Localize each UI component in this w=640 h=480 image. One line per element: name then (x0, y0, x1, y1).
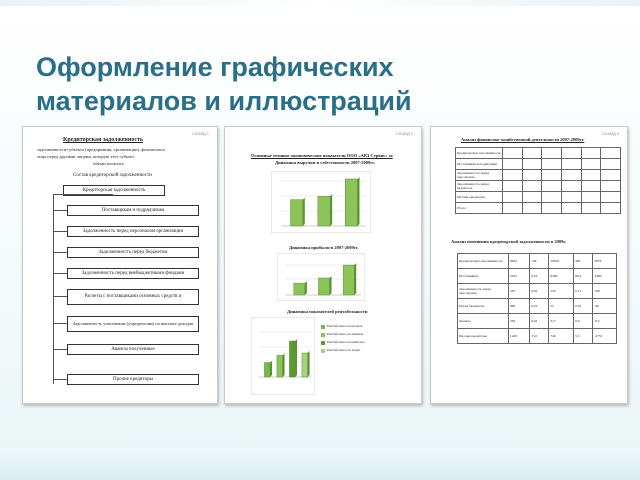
table-row (458, 254, 617, 269)
table-row-label: Прочие кредиторы (456, 192, 503, 203)
component-box: Задолженность перед бюджетом (67, 247, 199, 258)
page-heading: Анализ финансово-хозяйственной деятельности 2007-2009гг. (461, 137, 585, 142)
table-row (458, 329, 617, 344)
legend-swatch (321, 349, 325, 353)
legend-swatch (321, 325, 325, 329)
table-cell: 297 (509, 284, 530, 299)
chart-bar (318, 196, 330, 226)
table-cell (522, 159, 542, 170)
table-row-label: Задолженность перед бюджетом (456, 181, 503, 192)
table-cell: 8262 (509, 254, 530, 269)
root-box: Кредиторская задолженность (63, 185, 165, 196)
table-cell: 746 (549, 329, 574, 344)
table-cell: 0,02 (530, 314, 549, 329)
chart-bar (318, 278, 329, 295)
top-decoration (0, 0, 640, 6)
table-cell (561, 181, 581, 192)
page-heading: Кредиторская задолженность (63, 137, 144, 143)
slide-title (36, 50, 616, 118)
table-cell (581, 192, 601, 203)
table-cell: 300 (574, 254, 593, 269)
chart-bar (264, 363, 270, 377)
chart3-legend (321, 323, 413, 355)
table-cell: 0,11 (574, 284, 593, 299)
chart-bar-side (305, 281, 307, 295)
connector-branch (53, 273, 67, 274)
chart1-svg (271, 171, 371, 233)
table-cell (542, 170, 562, 181)
table-row-label: Задолженность перед персоналом (458, 284, 509, 299)
table-row-label: Задолженность перед персоналом (456, 170, 503, 181)
table-cell: 115 (593, 314, 617, 329)
component-box: Авансы полученные (67, 344, 199, 355)
legend-label: Рентабельность затрат (327, 348, 361, 352)
table-cell: 5,5 (574, 329, 593, 344)
table-row-label: Перед бюджетом (458, 299, 509, 314)
chart-bar (291, 200, 303, 226)
component-box: Задолженность перед внебюджетными фондами (67, 268, 199, 279)
chart-bar (345, 179, 357, 226)
chart-bar (294, 283, 305, 295)
table-cell: 52 (549, 299, 574, 314)
table-cell (522, 170, 542, 181)
table-cell (503, 159, 523, 170)
legend-label: Рентабельность капитала (327, 340, 365, 344)
connector-branch (53, 349, 67, 350)
table-cell (561, 170, 581, 181)
table-row (458, 284, 617, 299)
chart1-title: Динамика выручки и себестоимости 2007-2009гг. (275, 160, 375, 165)
table-row (456, 159, 621, 170)
table-row-label: Кредиторская задолженность (458, 254, 509, 269)
table-row-label: Поставщики и подрядчики (456, 159, 503, 170)
table-cell (561, 203, 581, 214)
document-page-1 (22, 126, 218, 404)
table-row-label: Итого (456, 203, 503, 214)
table-row (456, 181, 621, 192)
table-cell (542, 181, 562, 192)
component-box: Задолженность перед персоналом организации (67, 226, 199, 237)
table-cell (522, 181, 542, 192)
table-row (458, 269, 617, 284)
page-label: СЛАЙД 3 (602, 131, 619, 136)
table-cell: -60 (593, 299, 617, 314)
table-cell: 202 (509, 314, 530, 329)
table-cell: 6396 (549, 269, 574, 284)
table-cell: 15,0 (530, 329, 549, 344)
table-row (458, 314, 617, 329)
table-cell: 132 (549, 284, 574, 299)
table-cell: 890 (509, 299, 530, 314)
connector-branch (53, 296, 67, 297)
table-cell (581, 203, 601, 214)
table-row (456, 170, 621, 181)
table-cell: 136 (530, 254, 549, 269)
table-row (456, 148, 621, 159)
table-cell (601, 192, 621, 203)
chart-bar (302, 353, 308, 377)
table-cell: 1240 (509, 329, 530, 344)
table-cell: 2876 (593, 254, 617, 269)
table-cell (581, 159, 601, 170)
connector-branch (53, 252, 67, 253)
chart-bar-side (308, 351, 310, 377)
connector-branch (53, 323, 67, 324)
table-cell (601, 203, 621, 214)
table-cell (522, 203, 542, 214)
table-cell: 5225 (509, 269, 530, 284)
table-cell: 0,02 (530, 284, 549, 299)
table-cell (542, 148, 562, 159)
chart3-svg (251, 317, 315, 395)
table-cell (503, 181, 523, 192)
top-table (455, 147, 621, 214)
table-cell: 317 (549, 314, 574, 329)
chart-bar-side (303, 198, 305, 226)
table-cell: 9,0 (574, 314, 593, 329)
chart-bar-side (330, 194, 332, 226)
table-cell (601, 159, 621, 170)
page-heading: Основные технико-экономические показатели ООО «АВЗ Сервис» за (251, 153, 393, 158)
table-row-label: Прочие кредиторы (458, 329, 509, 344)
table-cell (522, 148, 542, 159)
table-cell (601, 148, 621, 159)
table-cell (561, 159, 581, 170)
table-cell (561, 148, 581, 159)
chart2-title: Динамика прибыли в 2007-2009гг. (289, 245, 359, 250)
table-row-label: Кредиторская задолженность (456, 148, 503, 159)
legend-item (321, 323, 413, 331)
table-cell: 0,22 (530, 299, 549, 314)
table-row (456, 192, 621, 203)
table-cell: 4389 (593, 269, 617, 284)
component-box: Поставщикам и подрядчикам (67, 205, 199, 216)
table-cell: -2751 (593, 329, 617, 344)
chart-bar-side (357, 177, 359, 226)
slide-title-line2: материалов и иллюстраций (36, 86, 412, 116)
table-cell (581, 181, 601, 192)
chart-bar (277, 355, 283, 377)
table-cell (522, 192, 542, 203)
chart2-svg (277, 253, 365, 301)
table-cell (503, 170, 523, 181)
chart-bar-side (354, 263, 356, 295)
table-cell: 180 (593, 284, 617, 299)
legend-swatch (321, 333, 325, 337)
chart3-title: Динамика показателей рентабельности (287, 309, 368, 314)
table-cell: 86,2 (574, 269, 593, 284)
component-box: Задолженность участникам (учредителям) по выплате доходов (67, 316, 199, 332)
chart-bar-side (270, 361, 272, 377)
legend-swatch (321, 341, 325, 345)
table-cell (542, 159, 562, 170)
table-cell (601, 170, 621, 181)
table-cell (503, 148, 523, 159)
connector-branch (53, 210, 67, 211)
connector-vertical (53, 194, 54, 384)
table-row (456, 203, 621, 214)
document-page-3 (430, 126, 628, 404)
table-cell (601, 181, 621, 192)
legend-item (321, 339, 413, 347)
page-label: СЛАЙД 2 (396, 131, 413, 136)
component-box: Расчеты с поставщиками основных средств и (67, 289, 199, 305)
table-cell (581, 148, 601, 159)
legend-label: Рентабельность продаж (327, 324, 363, 328)
chart-bar (343, 265, 354, 295)
component-box: Прочие кредиторы (67, 374, 199, 385)
legend-label: Рентабельность активов (327, 332, 363, 336)
page-label: СЛАЙД 1 (192, 131, 209, 136)
table-cell (581, 170, 601, 181)
page-heading-2: Анализ изменения кредиторской задолженности в 2009г. (451, 239, 567, 244)
chart-bar (289, 341, 295, 377)
table-cell: 0,42 (530, 269, 549, 284)
legend-item (321, 331, 413, 339)
table-cell (561, 192, 581, 203)
connector-top (53, 194, 113, 195)
intro-line: лица перед другими лицами, которую этот субъект (37, 154, 135, 159)
connector-branch (53, 379, 67, 380)
table-row (458, 299, 617, 314)
table-cell (542, 203, 562, 214)
chart-bar-side (295, 339, 297, 377)
table-row-label: Поставщики (458, 269, 509, 284)
document-page-2 (224, 126, 422, 404)
intro-line: задолженности субъекта (предприятия, организации), физического (37, 147, 166, 152)
chart-bar-side (283, 353, 285, 377)
table-cell (503, 192, 523, 203)
slide-title-line1: Оформление графических (36, 52, 394, 82)
table-row-label: Авансы (458, 314, 509, 329)
diagram-caption: Состав кредиторской задолженности (73, 173, 152, 178)
bottom-table (457, 253, 617, 344)
bottom-decoration (0, 448, 640, 480)
table-cell (503, 203, 523, 214)
table-cell: 0,25 (574, 299, 593, 314)
chart-bar-side (330, 276, 332, 295)
connector-branch (53, 231, 67, 232)
table-cell (542, 192, 562, 203)
table-cell: 10618 (549, 254, 574, 269)
legend-item (321, 347, 413, 355)
intro-line: обязан погасить (93, 161, 124, 166)
